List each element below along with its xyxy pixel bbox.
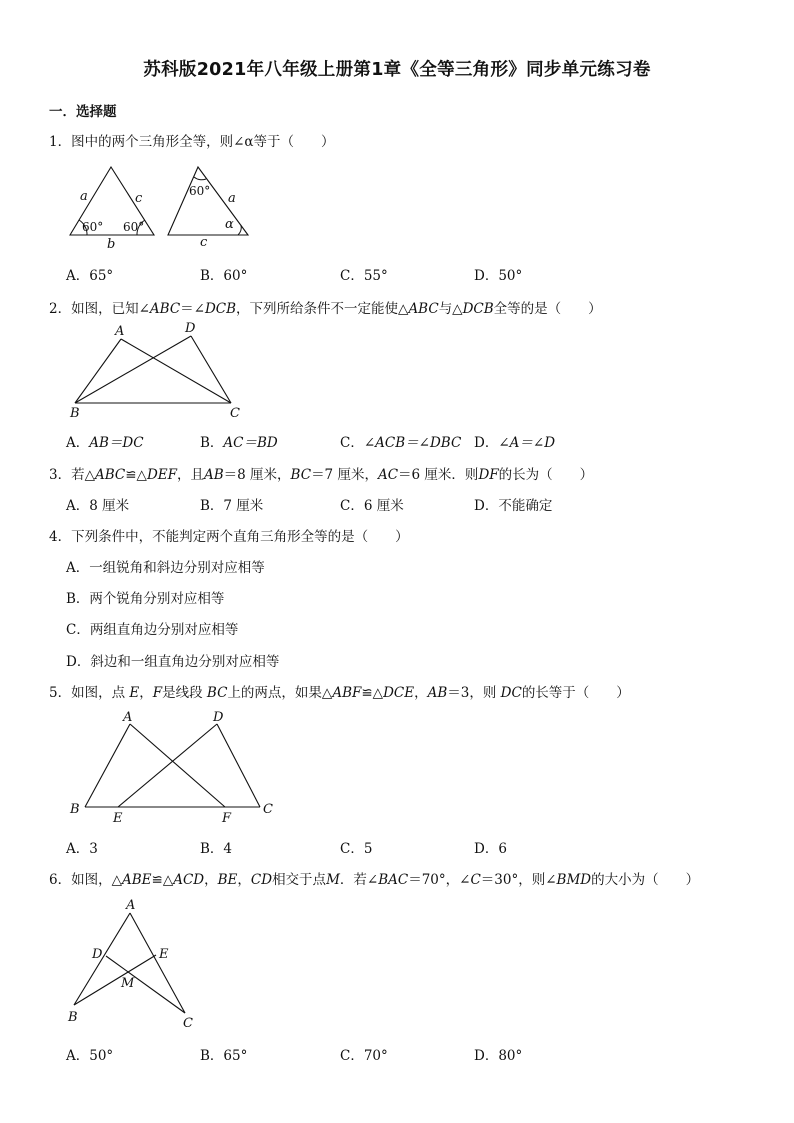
question-4-stem: 4．下列条件中，不能判定两个直角三角形全等的是（ ） <box>49 529 409 545</box>
q5-option-c: C．5 <box>340 841 373 857</box>
q4-option-d: D．斜边和一组直角边分别对应相等 <box>66 654 280 670</box>
tri1-angle-left: 60° <box>82 220 104 234</box>
q4-option-c: C．两组直角边分别对应相等 <box>66 622 239 638</box>
q6-option-c: C．70° <box>340 1048 388 1064</box>
q6-label-B: B <box>68 1010 78 1025</box>
tri2-angle-top: 60° <box>189 184 211 198</box>
tri1-angle-right: 60° <box>123 220 145 234</box>
q5-label-E: E <box>113 811 123 826</box>
q6-option-d: D．80° <box>474 1048 523 1064</box>
q5-label-F: F <box>222 811 232 826</box>
q4-option-a: A．一组锐角和斜边分别对应相等 <box>66 560 265 576</box>
q3-option-d: D．不能确定 <box>474 498 553 514</box>
q5-option-d: D．6 <box>474 841 507 857</box>
q5-option-b: B．4 <box>200 841 233 857</box>
q1-option-c: C．55° <box>340 268 388 284</box>
q5-option-a: A．3 <box>66 841 98 857</box>
q3-option-a: A．8 厘米 <box>66 498 130 514</box>
q3-option-b: B．7 厘米 <box>200 498 264 514</box>
q2-label-D: D <box>185 321 196 336</box>
tri2-angle-alpha: α <box>225 217 234 232</box>
tri1-side-b: b <box>107 237 116 252</box>
q2-option-b: B．AC＝BD <box>200 435 278 451</box>
q2-option-c: C．∠ACB＝∠DBC <box>340 435 462 451</box>
q2-label-C: C <box>230 406 240 421</box>
q2-label-B: B <box>70 406 80 421</box>
tri2-side-a: a <box>228 191 236 206</box>
q2-label-A: A <box>115 324 125 339</box>
q1-option-b: B．60° <box>200 268 248 284</box>
q1-option-a: A．65° <box>66 268 114 284</box>
q4-option-b: B．两个锐角分别对应相等 <box>66 591 225 607</box>
q6-label-D: D <box>92 947 103 962</box>
question-2-stem: 2．如图，已知∠ABC＝∠DCB，下列所给条件不一定能使△ABC与△DCB全等的是（ ） <box>49 301 602 317</box>
question-1-figure <box>60 160 260 255</box>
q6-label-E: E <box>159 947 169 962</box>
q5-label-A: A <box>123 710 133 725</box>
q6-label-A: A <box>126 898 136 913</box>
triangle-2 <box>168 167 248 235</box>
q6-label-M: M <box>121 976 135 991</box>
tri1-side-a: a <box>80 189 88 204</box>
section-heading: 一．选择题 <box>49 104 117 120</box>
question-2-figure <box>65 318 255 428</box>
q5-label-D: D <box>213 710 224 725</box>
q5-label-B: B <box>70 802 80 817</box>
q2-option-a: A．AB＝DC <box>66 435 144 451</box>
q3-option-c: C．6 厘米 <box>340 498 404 514</box>
question-5-figure <box>65 707 280 827</box>
q6-option-b: B．65° <box>200 1048 248 1064</box>
tri1-side-c: c <box>135 191 143 206</box>
q1-option-d: D．50° <box>474 268 523 284</box>
question-6-stem: 6．如图，△ABE≌△ACD，BE，CD相交于点M．若∠BAC＝70°，∠C＝30°，则∠BMD的大小为（ ） <box>49 872 700 888</box>
question-5-stem: 5．如图，点 E，F是线段 BC上的两点，如果△ABF≌△DCE，AB＝3，则 DC的长等于（ ） <box>49 685 630 701</box>
page-title: 苏科版2021年八年级上册第1章《全等三角形》同步单元练习卷 <box>143 60 651 80</box>
q5-label-C: C <box>263 802 273 817</box>
q6-option-a: A．50° <box>66 1048 114 1064</box>
q2-option-d: D．∠A＝∠D <box>474 435 556 451</box>
tri2-side-c: c <box>200 235 208 250</box>
question-3-stem: 3．若△ABC≌△DEF，且AB＝8 厘米，BC＝7 厘米，AC＝6 厘米．则DF的长为（ ） <box>49 467 594 483</box>
q6-label-C: C <box>183 1016 193 1031</box>
question-1-stem: 1．图中的两个三角形全等，则∠α等于（ ） <box>49 134 335 150</box>
question-6-figure <box>62 895 212 1030</box>
